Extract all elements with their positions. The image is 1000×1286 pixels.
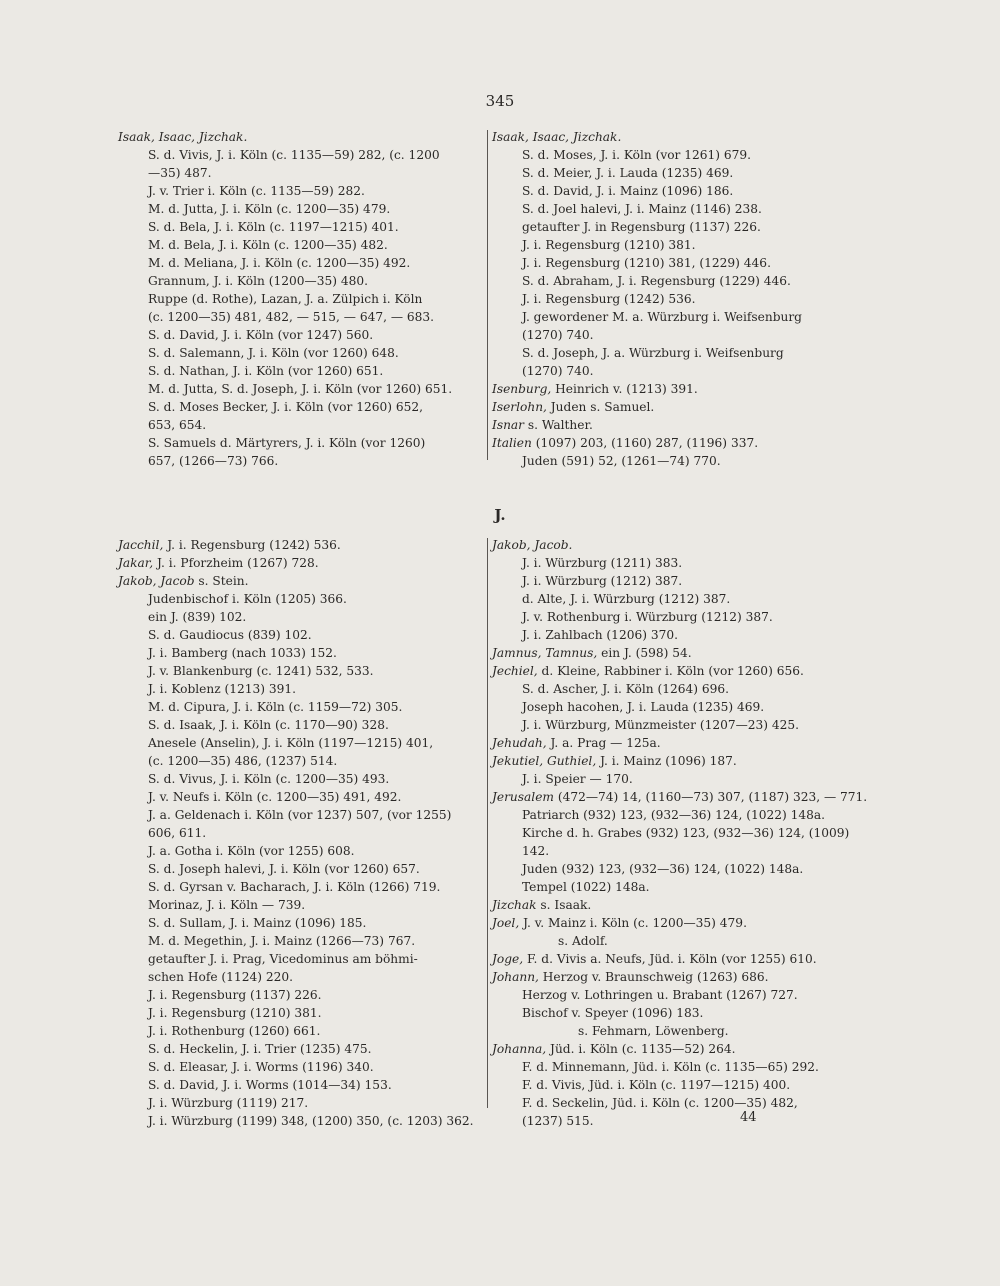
index-entry-line xyxy=(118,698,488,716)
index-entry-line xyxy=(492,308,862,326)
index-column-top-left xyxy=(118,128,482,470)
index-entry-line xyxy=(492,698,862,716)
index-entry-line xyxy=(118,146,482,164)
index-entry-line xyxy=(492,254,862,272)
index-headword: Johanna, xyxy=(492,1042,547,1056)
index-entry-line xyxy=(118,272,482,290)
index-entry-text: J. a. Geldenach i. Köln (vor 1237) 507, (vor 1255) xyxy=(148,808,452,822)
index-entry-text: Patriarch (932) 123, (932—36) 124, (1022) 148a. xyxy=(522,808,825,822)
index-entry-text: Bischof v. Speyer (1096) 183. xyxy=(522,1006,704,1020)
index-entry-text: J. a. Gotha i. Köln (vor 1255) 608. xyxy=(148,844,355,858)
index-entry-line xyxy=(118,1040,488,1058)
index-entry-line xyxy=(492,1076,862,1094)
index-entry-line xyxy=(118,644,488,662)
index-entry-text: d. Kleine, Rabbiner i. Köln (vor 1260) 656. xyxy=(537,664,804,678)
index-entry-line xyxy=(492,1022,862,1040)
index-entry-line xyxy=(118,716,488,734)
index-entry-text: S. d. Sullam, J. i. Mainz (1096) 185. xyxy=(148,916,367,930)
index-entry-text: J. i. Bamberg (nach 1033) 152. xyxy=(148,646,337,660)
index-entry-text: J. i. Speier — 170. xyxy=(522,772,633,786)
index-entry-text: Jakob, Jacob. xyxy=(492,538,573,552)
index-entry-line xyxy=(118,128,482,146)
index-headword: Italien xyxy=(492,436,532,450)
index-entry-text: S. d. Nathan, J. i. Köln (vor 1260) 651. xyxy=(148,364,384,378)
index-entry-text: J. i. Regensburg (1210) 381. xyxy=(148,1006,322,1020)
index-entry-text: s. Stein. xyxy=(194,574,249,588)
index-entry-line xyxy=(118,1094,488,1112)
index-entry-text: ein J. (839) 102. xyxy=(148,610,247,624)
index-entry-line xyxy=(492,164,862,182)
index-entry-text: s. Fehmarn, Löwenberg. xyxy=(578,1024,729,1038)
index-entry-text: S. d. Moses Becker, J. i. Köln (vor 1260) 652, xyxy=(148,400,423,414)
index-entry-text: s. Walther. xyxy=(524,418,593,432)
index-entry-text: S. d. Bela, J. i. Köln (c. 1197—1215) 401. xyxy=(148,220,399,234)
index-entry-text: Isaak, Isaac, Jizchak. xyxy=(118,130,248,144)
index-entry-line xyxy=(118,770,488,788)
index-entry-text: J. i. Koblenz (1213) 391. xyxy=(148,682,297,696)
index-entry-line xyxy=(492,326,862,344)
index-entry-text: (1097) 203, (1160) 287, (1196) 337. xyxy=(531,436,759,450)
index-entry-line xyxy=(118,842,488,860)
index-entry-text: S. d. Isaak, J. i. Köln (c. 1170—90) 328. xyxy=(148,718,389,732)
index-entry-text: S. d. Meier, J. i. Lauda (1235) 469. xyxy=(522,166,734,180)
index-entry-line xyxy=(118,806,488,824)
index-column-bottom-right xyxy=(492,536,868,1130)
index-entry-text: S. d. Joel halevi, J. i. Mainz (1146) 238. xyxy=(522,202,762,216)
index-entry-line xyxy=(118,1004,488,1022)
index-entry-line xyxy=(118,824,488,842)
index-entry-text: 653, 654. xyxy=(148,418,207,432)
index-headword: Jacchil, xyxy=(118,538,164,552)
index-entry-text: 606, 611. xyxy=(148,826,207,840)
index-entry-text: J. i. Würzburg, Münzmeister (1207—23) 425. xyxy=(522,718,800,732)
index-entry-text: J. gewordener M. a. Würzburg i. Weifsenburg xyxy=(522,310,802,324)
index-entry-text: Tempel (1022) 148a. xyxy=(522,880,650,894)
index-entry-text: J. i. Regensburg (1210) 381, (1229) 446. xyxy=(522,256,771,270)
index-headword: Jerusalem xyxy=(492,790,554,804)
index-entry-text: (472—74) 14, (1160—73) 307, (1187) 323, — 771. xyxy=(553,790,868,804)
index-entry-text: F. d. Vivis, Jüd. i. Köln (c. 1197—1215) 400. xyxy=(522,1078,791,1092)
index-entry-line xyxy=(492,590,862,608)
index-entry-line xyxy=(118,572,488,590)
index-headword: Isnar xyxy=(492,418,525,432)
index-headword: Jekutiel, Guthiel, xyxy=(492,754,597,768)
index-entry-line xyxy=(118,878,488,896)
index-entry-line xyxy=(492,1058,862,1076)
index-entry-text: (c. 1200—35) 486, (1237) 514. xyxy=(148,754,338,768)
index-entry-line xyxy=(492,452,862,470)
index-entry-line xyxy=(118,896,488,914)
index-entry-line xyxy=(492,200,862,218)
index-entry-line xyxy=(118,1058,488,1076)
index-entry-text: S. d. Joseph, J. a. Würzburg i. Weifsenburg xyxy=(522,346,784,360)
index-entry-line xyxy=(118,1112,488,1130)
index-headword: Joge, xyxy=(492,952,524,966)
index-headword: Jizchak xyxy=(492,898,537,912)
index-entry-line xyxy=(492,770,862,788)
index-entry-line xyxy=(118,662,488,680)
index-entry-line xyxy=(118,752,488,770)
index-entry-text: (1237) 515. xyxy=(522,1114,594,1128)
index-entry-line xyxy=(492,824,862,842)
index-entry-line xyxy=(492,860,862,878)
index-entry-text: J. a. Prag — 125a. xyxy=(546,736,661,750)
index-entry-text: S. d. Gaudiocus (839) 102. xyxy=(148,628,312,642)
index-entry-text: J. v. Rothenburg i. Würzburg (1212) 387. xyxy=(522,610,773,624)
index-entry-line xyxy=(492,1040,862,1058)
index-entry-text: M. d. Jutta, S. d. Joseph, J. i. Köln (vor 1260) 651. xyxy=(148,382,453,396)
index-entry-line xyxy=(118,362,482,380)
index-entry-text: J. v. Neufs i. Köln (c. 1200—35) 491, 492. xyxy=(148,790,402,804)
index-entry-text: s. Isaak. xyxy=(536,898,592,912)
index-headword: Joel, xyxy=(492,916,520,930)
index-entry-line xyxy=(118,452,482,470)
index-headword: Iserlohn, xyxy=(492,400,547,414)
index-entry-text: Joseph hacohen, J. i. Lauda (1235) 469. xyxy=(522,700,765,714)
index-headword: Jamnus, Tamnus, xyxy=(492,646,598,660)
index-entry-line xyxy=(492,572,862,590)
index-entry-line xyxy=(118,788,488,806)
index-entry-text: J. i. Regensburg (1242) 536. xyxy=(163,538,341,552)
index-entry-text: schen Hofe (1124) 220. xyxy=(148,970,293,984)
index-entry-line xyxy=(118,218,482,236)
index-entry-text: J. i. Regensburg (1210) 381. xyxy=(522,238,696,252)
index-entry-text: getaufter J. i. Prag, Vicedominus am böhmi- xyxy=(148,952,418,966)
index-entry-line xyxy=(118,254,482,272)
index-entry-line xyxy=(118,932,488,950)
index-entry-line xyxy=(492,398,862,416)
index-entry-text: —35) 487. xyxy=(148,166,212,180)
index-entry-text: J. i. Würzburg (1119) 217. xyxy=(148,1096,309,1110)
index-entry-line xyxy=(492,218,862,236)
index-entry-text: J. v. Mainz i. Köln (c. 1200—35) 479. xyxy=(519,916,747,930)
index-entry-line xyxy=(118,236,482,254)
index-entry-text: Juden (932) 123, (932—36) 124, (1022) 148a. xyxy=(522,862,804,876)
index-entry-text: J. v. Trier i. Köln (c. 1135—59) 282. xyxy=(148,184,365,198)
index-entry-text: Anesele (Anselin), J. i. Köln (1197—1215) 401, xyxy=(148,736,434,750)
index-entry-line xyxy=(118,950,488,968)
index-entry-text: Juden (591) 52, (1261—74) 770. xyxy=(522,454,721,468)
index-entry-text: M. d. Meliana, J. i. Köln (c. 1200—35) 492. xyxy=(148,256,411,270)
column-divider-bottom xyxy=(487,538,488,1108)
index-entry-line xyxy=(118,398,482,416)
index-entry-line xyxy=(492,146,862,164)
index-entry-text: S. d. Joseph halevi, J. i. Köln (vor 1260) 657. xyxy=(148,862,420,876)
index-entry-text: F. d. Vivis a. Neufs, Jüd. i. Köln (vor 1255) 610. xyxy=(523,952,817,966)
index-entry-line xyxy=(118,1022,488,1040)
index-entry-text: J. i. Rothenburg (1260) 661. xyxy=(148,1024,321,1038)
index-entry-text: (1270) 740. xyxy=(522,364,594,378)
index-headword: Isenburg, xyxy=(492,382,552,396)
index-entry-text: J. i. Pforzheim (1267) 728. xyxy=(153,556,319,570)
index-entry-text: 657, (1266—73) 766. xyxy=(148,454,279,468)
index-column-top-right xyxy=(492,128,862,470)
index-entry-line xyxy=(492,986,862,1004)
index-entry-line xyxy=(118,308,482,326)
index-entry-text: J. i. Regensburg (1242) 536. xyxy=(522,292,696,306)
index-entry-line xyxy=(492,380,862,398)
index-entry-text: J. i. Würzburg (1211) 383. xyxy=(522,556,683,570)
index-headword: Jechiel, xyxy=(492,664,538,678)
index-entry-text: Juden s. Samuel. xyxy=(546,400,655,414)
index-entry-text: getaufter J. in Regensburg (1137) 226. xyxy=(522,220,761,234)
index-entry-text: Herzog v. Braunschweig (1263) 686. xyxy=(538,970,769,984)
index-entry-line xyxy=(118,554,488,572)
index-entry-line xyxy=(492,914,862,932)
index-headword: Jehudah, xyxy=(492,736,547,750)
index-entry-text: Isaak, Isaac, Jizchak. xyxy=(492,130,622,144)
index-entry-text: s. Adolf. xyxy=(558,934,608,948)
index-entry-text: J. i. Würzburg (1199) 348, (1200) 350, (c. 1203) 362. xyxy=(148,1114,474,1128)
index-entry-line xyxy=(118,344,482,362)
index-entry-line xyxy=(492,716,862,734)
index-entry-text: Judenbischof i. Köln (1205) 366. xyxy=(148,592,347,606)
index-entry-line xyxy=(118,416,482,434)
index-entry-line xyxy=(118,434,482,452)
printer-signature: 44 xyxy=(740,1110,757,1125)
index-entry-line xyxy=(492,950,862,968)
index-entry-text: Kirche d. h. Grabes (932) 123, (932—36) 124, (1009) xyxy=(522,826,850,840)
index-entry-line xyxy=(492,752,862,770)
index-entry-line xyxy=(492,842,862,860)
index-entry-line xyxy=(118,182,482,200)
index-entry-line xyxy=(492,128,862,146)
index-entry-line xyxy=(118,290,482,308)
index-entry-text: M. d. Jutta, J. i. Köln (c. 1200—35) 479. xyxy=(148,202,391,216)
index-entry-text: J. i. Zahlbach (1206) 370. xyxy=(522,628,678,642)
index-entry-line xyxy=(492,662,862,680)
page-number: 345 xyxy=(485,92,515,110)
index-entry-text: M. d. Bela, J. i. Köln (c. 1200—35) 482. xyxy=(148,238,388,252)
index-entry-text: S. d. David, J. i. Mainz (1096) 186. xyxy=(522,184,734,198)
index-entry-text: S. d. Salemann, J. i. Köln (vor 1260) 648. xyxy=(148,346,399,360)
index-entry-text: Morinaz, J. i. Köln — 739. xyxy=(148,898,306,912)
index-entry-text: S. d. Moses, J. i. Köln (vor 1261) 679. xyxy=(522,148,752,162)
index-entry-text: M. d. Cipura, J. i. Köln (c. 1159—72) 305. xyxy=(148,700,403,714)
index-entry-line xyxy=(492,1094,862,1112)
index-entry-text: S. d. Vivus, J. i. Köln (c. 1200—35) 493. xyxy=(148,772,390,786)
index-entry-line xyxy=(492,608,862,626)
index-entry-line xyxy=(492,434,862,452)
index-entry-line xyxy=(118,914,488,932)
index-entry-text: Grannum, J. i. Köln (1200—35) 480. xyxy=(148,274,368,288)
index-entry-text: J. i. Würzburg (1212) 387. xyxy=(522,574,683,588)
index-entry-text: F. d. Seckelin, Jüd. i. Köln (c. 1200—35) 482, xyxy=(522,1096,798,1110)
index-entry-line xyxy=(492,968,862,986)
index-column-bottom-left xyxy=(118,536,488,1130)
index-headword: Jakob, Jacob xyxy=(118,574,195,588)
index-entry-line xyxy=(492,344,862,362)
index-entry-line xyxy=(118,626,488,644)
index-entry-line xyxy=(492,626,862,644)
index-entry-text: ein J. (598) 54. xyxy=(597,646,692,660)
index-entry-line xyxy=(492,896,862,914)
index-entry-line xyxy=(118,680,488,698)
index-entry-line xyxy=(118,986,488,1004)
index-entry-line xyxy=(118,326,482,344)
index-entry-line xyxy=(118,968,488,986)
index-entry-text: Heinrich v. (1213) 391. xyxy=(551,382,698,396)
index-entry-line xyxy=(492,788,868,806)
index-entry-line xyxy=(492,878,862,896)
index-entry-text: S. Samuels d. Märtyrers, J. i. Köln (vor 1260) xyxy=(148,436,426,450)
index-entry-text: Ruppe (d. Rothe), Lazan, J. a. Zülpich i. Köln xyxy=(148,292,423,306)
index-entry-line xyxy=(118,860,488,878)
index-entry-line xyxy=(492,1004,862,1022)
index-entry-line xyxy=(492,416,862,434)
index-entry-line xyxy=(492,290,862,308)
index-entry-text: S. d. David, J. i. Worms (1014—34) 153. xyxy=(148,1078,392,1092)
index-entry-line xyxy=(492,644,862,662)
section-letter: J. xyxy=(494,506,506,524)
index-entry-line xyxy=(492,236,862,254)
index-entry-text: M. d. Megethin, J. i. Mainz (1266—73) 767. xyxy=(148,934,416,948)
index-entry-text: (c. 1200—35) 481, 482, — 515, — 647, — 683. xyxy=(148,310,435,324)
index-entry-text: S. d. Heckelin, J. i. Trier (1235) 475. xyxy=(148,1042,372,1056)
index-entry-line xyxy=(118,1076,488,1094)
index-entry-line xyxy=(118,200,482,218)
index-entry-text: F. d. Minnemann, Jüd. i. Köln (c. 1135—65) 292. xyxy=(522,1060,819,1074)
index-entry-text: S. d. Eleasar, J. i. Worms (1196) 340. xyxy=(148,1060,374,1074)
index-entry-line xyxy=(492,806,862,824)
index-entry-text: 142. xyxy=(522,844,550,858)
column-divider-top xyxy=(487,130,488,460)
index-entry-text: J. i. Mainz (1096) 187. xyxy=(596,754,737,768)
index-entry-text: S. d. Gyrsan v. Bacharach, J. i. Köln (1266) 719. xyxy=(148,880,441,894)
index-entry-text: d. Alte, J. i. Würzburg (1212) 387. xyxy=(522,592,731,606)
index-entry-line xyxy=(118,380,482,398)
index-entry-line xyxy=(118,164,482,182)
index-entry-line xyxy=(492,536,862,554)
index-entry-text: Herzog v. Lothringen u. Brabant (1267) 727. xyxy=(522,988,798,1002)
index-entry-line xyxy=(118,608,488,626)
index-entry-text: Jüd. i. Köln (c. 1135—52) 264. xyxy=(546,1042,736,1056)
index-entry-line xyxy=(492,932,862,950)
index-entry-text: S. d. Ascher, J. i. Köln (1264) 696. xyxy=(522,682,729,696)
index-entry-text: S. d. Abraham, J. i. Regensburg (1229) 446. xyxy=(522,274,791,288)
index-entry-line xyxy=(118,536,488,554)
index-entry-text: J. v. Blankenburg (c. 1241) 532, 533. xyxy=(148,664,374,678)
index-headword: Jakar, xyxy=(118,556,154,570)
index-entry-line xyxy=(492,1112,862,1130)
index-entry-line xyxy=(492,734,862,752)
index-entry-line xyxy=(118,590,488,608)
index-entry-text: J. i. Regensburg (1137) 226. xyxy=(148,988,322,1002)
index-entry-line xyxy=(492,272,862,290)
index-headword: Johann, xyxy=(492,970,539,984)
index-entry-line xyxy=(492,362,862,380)
index-entry-text: S. d. David, J. i. Köln (vor 1247) 560. xyxy=(148,328,374,342)
index-entry-line xyxy=(492,182,862,200)
index-entry-text: S. d. Vivis, J. i. Köln (c. 1135—59) 282, (c. 1200 xyxy=(148,148,440,162)
index-entry-line xyxy=(118,734,488,752)
index-entry-text: (1270) 740. xyxy=(522,328,594,342)
index-entry-line xyxy=(492,680,862,698)
index-entry-line xyxy=(492,554,862,572)
